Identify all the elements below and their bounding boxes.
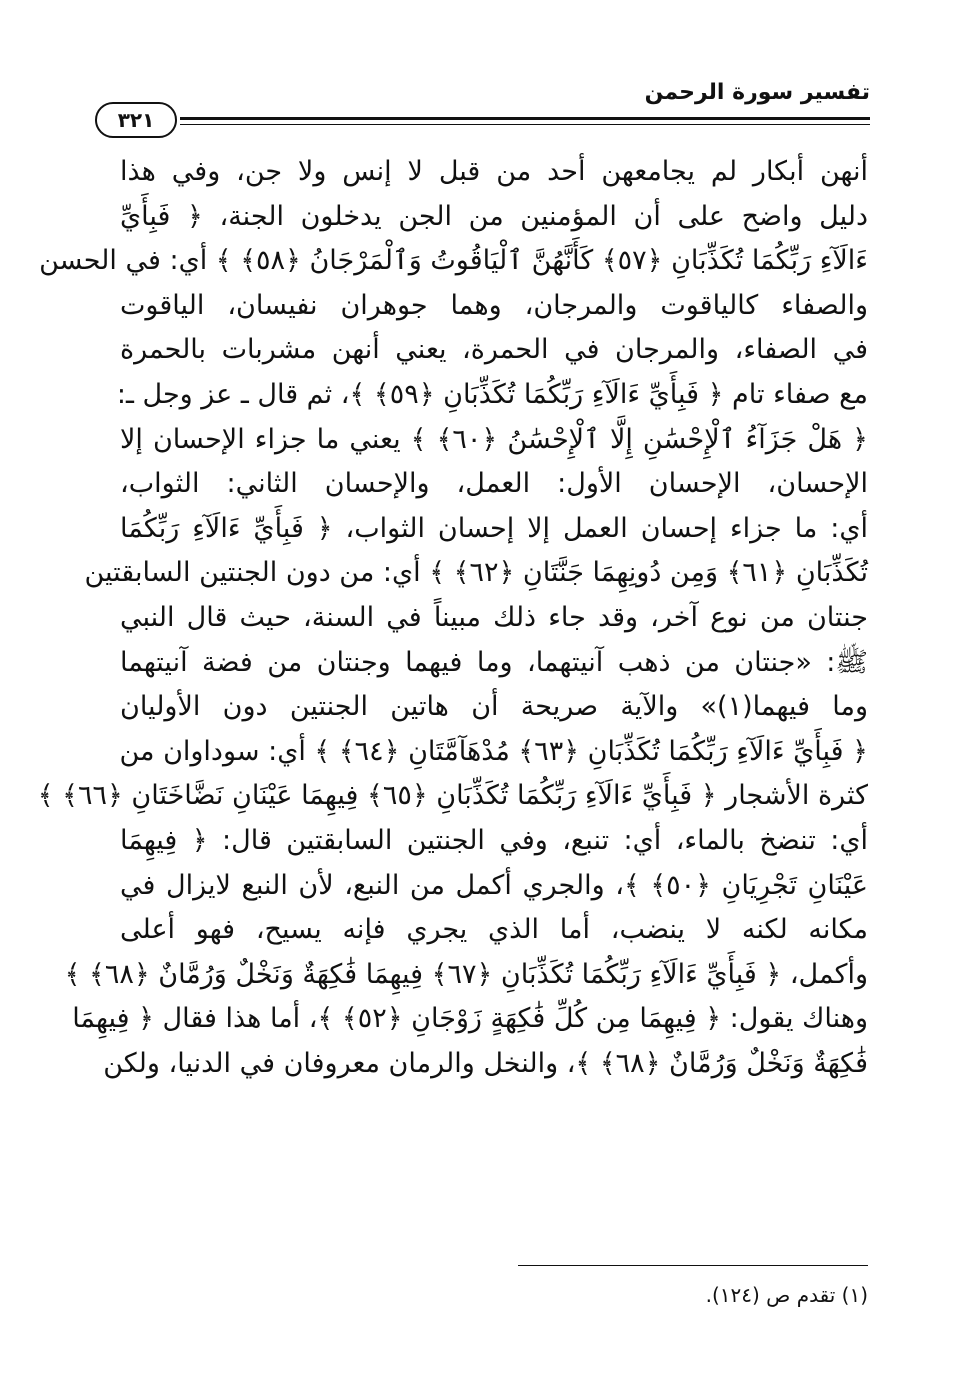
body-text [37, 150, 868, 1086]
page-header [95, 80, 870, 140]
text-line: مكانه لكنه لا ينضب، أما الذي يجري فإنه يسيح، فهو أعلى [120, 914, 868, 946]
text-line: دليل واضح على أن المؤمنين من الجن يدخلون الجنة، ﴿ فَبِأَيِّ [120, 200, 868, 232]
text-line: وهناك يقول: ﴿ فِيهِمَا مِن كُلِّ فَٰكِهَةٍ زَوْجَانِ ﴿٥٢﴾ ﴾، أما هذا فقال ﴿ فِيهِمَا [72, 1003, 868, 1035]
text-line: وأكمل، ﴿ فَبِأَيِّ ءَالَآءِ رَبِّكُمَا تُكَذِّبَانِ ﴿٦٧﴾ فِيهِمَا فَٰكِهَةٌ وَنَخْلٌ وَرُمَّانٌ ﴿٦٨﴾ ﴾ [64, 958, 868, 990]
text-line: كثرة الأشجار ﴿ فَبِأَيِّ ءَالَآءِ رَبِّكُمَا تُكَذِّبَانِ ﴿٦٥﴾ فِيهِمَا عَيْنَانِ نَضَّاخَتَانِ ﴿٦٦﴾ ﴾ [37, 780, 868, 812]
text-line: أنهن أبكار لم يجامعهن أحد من قبل لا إنس ولا جن، وفي هذا [120, 156, 868, 187]
text-line: أي: ما جزاء إحسان العمل إلا إحسان الثواب، ﴿ فَبِأَيِّ ءَالَآءِ رَبِّكُمَا [120, 512, 868, 544]
footnote-divider [518, 1265, 868, 1266]
page-title: تفسير سورة الرحمن [644, 80, 870, 105]
text-line: الإحسان، الإحسان الأول: العمل، والإحسان الثاني: الثواب، [120, 468, 868, 500]
header-rule-thick [180, 117, 870, 120]
text-line: وما فيهما(١)» والآية صريحة أن هاتين الجنتين دون الأوليان [120, 691, 868, 723]
text-line: والصفاء كالياقوت والمرجان، وهما جوهران نفيسان، الياقوت [120, 289, 868, 321]
text-line: مع صفاء تام ﴿ فَبِأَيِّ ءَالَآءِ رَبِّكُمَا تُكَذِّبَانِ ﴿٥٩﴾ ﴾، ثم قال ـ عز وجل ـ: [116, 378, 868, 410]
text-line: فَٰكِهَةٌ وَنَخْلٌ وَرُمَّانٌ ﴿٦٨﴾ ﴾، والنخل والرمان معروفان في الدنيا، ولكن [103, 1047, 868, 1079]
page-number: ٣٢١ [95, 102, 177, 138]
text-line: جنتان من نوع آخر، وقد جاء ذلك مبيناً في السنة، حيث قال النبي [120, 601, 868, 633]
text-line: ءَالَآءِ رَبِّكُمَا تُكَذِّبَانِ ﴿٥٧﴾ كَأَنَّهُنَّ ٱلْيَاقُوتُ وَٱلْمَرْجَانُ ﴿٥٨﴾ ﴾ أي: في الحسن [39, 245, 868, 277]
text-line: ﴿ فَبِأَيِّ ءَالَآءِ رَبِّكُمَا تُكَذِّبَانِ ﴿٦٣﴾ مُدْهَآمَّتَانِ ﴿٦٤﴾ ﴾ أي: سوداوان من [119, 735, 868, 767]
text-line: ﴿ هَلْ جَزَآءُ ٱلْإِحْسَٰنِ إِلَّا ٱلْإِحْسَٰنُ ﴿٦٠﴾ ﴾ يعني ما جزاء الإحسان إلا [120, 423, 868, 455]
footnote: (١) تقدم ص (١٢٤). [705, 1283, 868, 1307]
text-line: أي: تنضخ بالماء، أي: تنبع، وفي الجنتين السابقتين قال: ﴿ فِيهِمَا [120, 824, 868, 856]
text-line: في الصفاء، والمرجان في الحمرة، يعني أنهن مشربات بالحمرة [120, 334, 868, 366]
text-line: تُكَذِّبَانِ ﴿٦١﴾ وَمِن دُونِهِمَا جَنَّتَانِ ﴿٦٢﴾ ﴾ أي: من دون الجنتين السابقتين [84, 557, 868, 589]
text-line: عَيْنَانِ تَجْرِيَانِ ﴿٥٠﴾ ﴾، والجري أكمل من النبع، لأن النبع لايزال في [120, 869, 868, 901]
header-rule-thin [180, 124, 870, 125]
text-line: ﷺ: «جنتان من ذهب آنيتهما، وما فيهما وجنتان من فضة آنيتهما [120, 646, 868, 678]
